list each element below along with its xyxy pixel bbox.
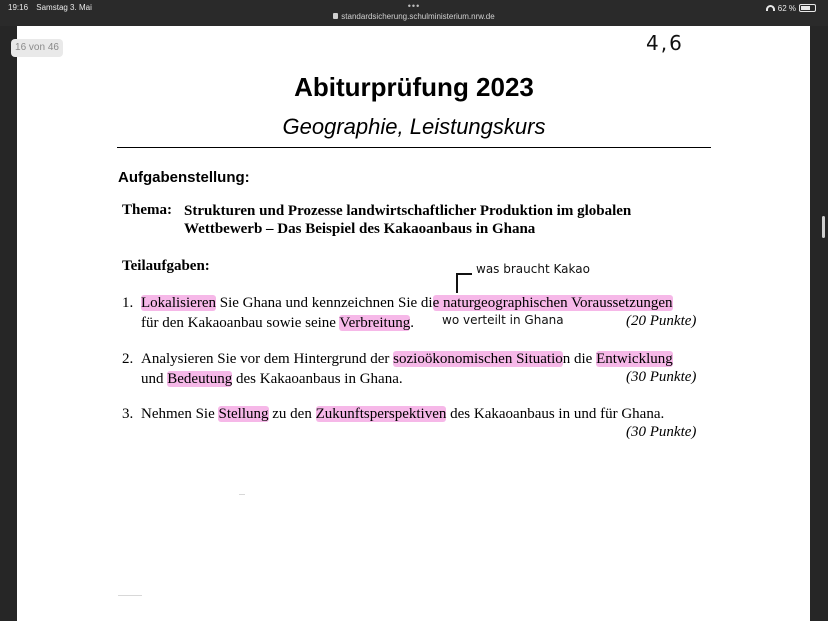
task-number: 2. <box>122 351 134 367</box>
battery-percent: 62 % <box>777 4 796 13</box>
task-text: und <box>141 371 168 387</box>
faint-mark <box>239 494 245 495</box>
thema-label: Thema: <box>122 202 172 218</box>
task-1-line-1 <box>141 293 673 313</box>
task-2-line-1 <box>141 349 673 369</box>
task-3-points: (30 Punkte) <box>626 424 697 440</box>
document-subtitle: Geographie, Leistungskurs <box>282 114 546 139</box>
task-3-line-1 <box>141 404 664 424</box>
page-counter: 16 von 46 <box>11 39 63 57</box>
teilaufgaben-heading: Teilaufgaben: <box>122 258 210 274</box>
highlight-verbreitung: Verbreitung <box>339 315 411 331</box>
handwritten-bracket <box>456 273 472 293</box>
task-text: zu den <box>268 406 316 422</box>
task-text: des Kakaoanbaus in Ghana. <box>232 371 403 387</box>
task-2-points: (30 Punkte) <box>626 369 697 385</box>
task-text: Nehmen Sie <box>141 406 219 422</box>
task-text: Sie Ghana und kennzeichnen Sie di <box>215 295 433 311</box>
task-1-line-2 <box>141 313 414 333</box>
thema-line-2: Wettbewerb – Das Beispiel des Kakaoanbaus in Ghana <box>184 221 536 237</box>
highlight-lokalisieren: Lokalisieren <box>141 295 216 311</box>
url-text: standardsicherung.schulministerium.nrw.de <box>341 12 495 21</box>
scroll-indicator[interactable] <box>822 216 825 238</box>
task-text: Analysieren Sie vor dem Hintergrund der <box>141 351 394 367</box>
task-text: des Kakaoanbaus in und für Ghana. <box>446 406 665 422</box>
task-text: . <box>410 315 414 331</box>
task-text: für den Kakaoanbau sowie seine <box>141 315 340 331</box>
thema-line-1: Strukturen und Prozesse landwirtschaftlicher Produktion im globalen <box>184 203 632 219</box>
task-number: 3. <box>122 406 134 422</box>
highlight-stellung: Stellung <box>218 406 269 422</box>
thema-text <box>184 202 704 238</box>
status-bar <box>0 0 828 26</box>
wifi-icon <box>766 5 775 11</box>
highlight-soziooekonomischen: sozioökonomischen Situatio <box>393 351 563 367</box>
handwritten-note-requirements: was braucht Kakao <box>476 262 590 276</box>
handwritten-note-distribution: wo verteilt in Ghana <box>442 313 564 327</box>
task-2-line-2 <box>141 369 403 389</box>
title-divider <box>117 147 711 148</box>
task-1-points: (20 Punkte) <box>626 313 697 329</box>
aufgabenstellung-heading: Aufgabenstellung: <box>118 169 250 186</box>
highlight-bedeutung: Bedeutung <box>167 371 233 387</box>
handwritten-grade: 4,6 <box>646 31 684 55</box>
task-text: n die <box>562 351 597 367</box>
multitask-dots[interactable]: ••• <box>407 1 421 11</box>
status-time: 19:16 <box>8 3 29 12</box>
lock-icon <box>333 13 338 19</box>
document-title: Abiturprüfung 2023 <box>294 72 534 102</box>
url-bar[interactable] <box>0 12 828 21</box>
highlight-entwicklung: Entwicklung <box>596 351 673 367</box>
task-number: 1. <box>122 295 134 311</box>
highlight-naturgeographischen: e naturgeographischen Voraussetzungen <box>432 295 673 311</box>
faint-mark <box>118 595 142 596</box>
status-date: Samstag 3. Mai <box>36 3 92 12</box>
status-right <box>766 3 816 13</box>
battery-icon <box>799 4 816 12</box>
highlight-zukunftsperspektiven: Zukunftsperspektiven <box>315 406 447 422</box>
